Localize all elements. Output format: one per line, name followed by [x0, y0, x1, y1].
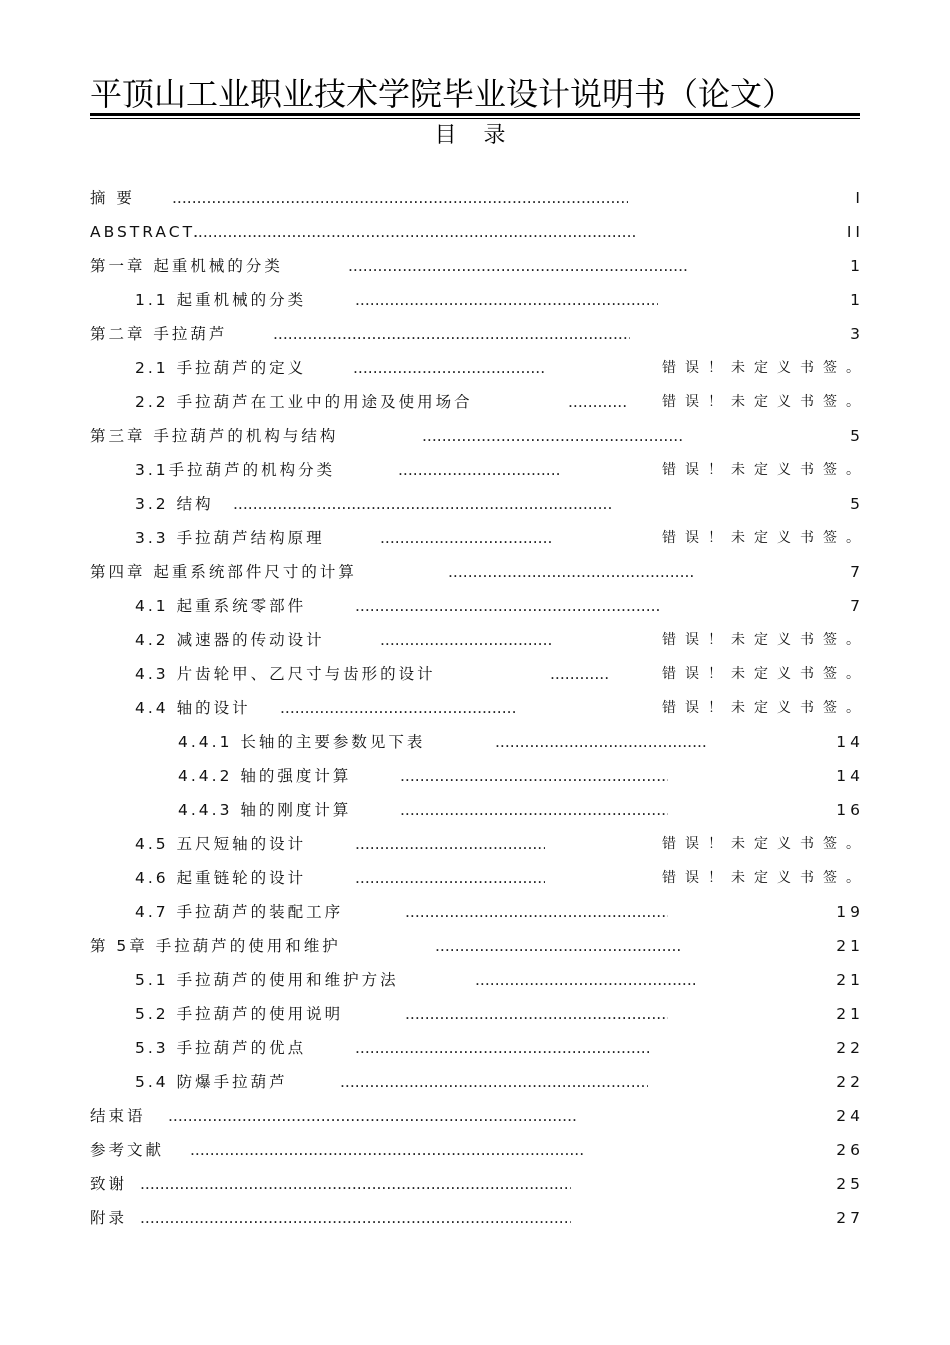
toc-entry[interactable] — [90, 490, 864, 518]
toc-dot-leader — [550, 660, 608, 688]
toc-entry-page: 错误！未定义书签。 — [662, 632, 869, 648]
toc-entry-label: 4.6 起重链轮的设计 — [135, 869, 307, 887]
toc-entry[interactable] — [90, 252, 864, 280]
toc-entry-label: 3.1手拉葫芦的机构分类 — [135, 461, 336, 479]
toc-entry[interactable] — [90, 1034, 864, 1062]
toc-dot-leader — [422, 422, 684, 450]
toc-dot-leader — [405, 1000, 668, 1028]
toc-entry-label: 5.4 防爆手拉葫芦 — [135, 1073, 288, 1091]
toc-dot-leader — [398, 456, 560, 484]
toc-entry-page: 26 — [836, 1141, 864, 1159]
toc-entry[interactable] — [90, 898, 864, 926]
toc-entry[interactable] — [90, 456, 869, 484]
toc-entry[interactable] — [90, 320, 864, 348]
toc-entry-label: 4.4.1 长轴的主要参数见下表 — [178, 733, 426, 751]
toc-entry[interactable] — [90, 796, 864, 824]
toc-dot-leader — [140, 1204, 571, 1232]
toc-dot-leader — [233, 490, 613, 518]
toc-entry-page: 14 — [836, 767, 864, 785]
toc-dot-leader — [355, 864, 545, 892]
toc-entry-page: 19 — [836, 903, 864, 921]
toc-entry[interactable] — [90, 558, 864, 586]
toc-entry-page: 1 — [850, 257, 864, 275]
toc-entry-page: 21 — [836, 1005, 864, 1023]
toc-entry-page: 16 — [836, 801, 864, 819]
toc-entry-label: 2.2 手拉葫芦在工业中的用途及使用场合 — [135, 393, 473, 411]
toc-entry[interactable] — [90, 1136, 864, 1164]
toc-entry[interactable] — [90, 1000, 864, 1028]
toc-entry-label: 4.1 起重系统零部件 — [135, 597, 307, 615]
toc-entry-label: 2.1 手拉葫芦的定义 — [135, 359, 307, 377]
toc-entry-label: 第一章 起重机械的分类 — [90, 257, 283, 275]
toc-entry-page: 21 — [836, 971, 864, 989]
toc-entry[interactable] — [90, 626, 869, 654]
toc-entry[interactable] — [90, 592, 864, 620]
toc-entry[interactable] — [90, 932, 864, 960]
toc-entry-page: 错误！未定义书签。 — [662, 700, 869, 716]
toc-entry[interactable] — [90, 864, 869, 892]
toc-dot-leader — [340, 1068, 648, 1096]
toc-entry-page: 5 — [850, 427, 864, 445]
document-header-title: 平顶山工业职业技术学院毕业设计说明书（论文） — [90, 75, 795, 113]
toc-dot-leader — [193, 218, 635, 246]
toc-entry-page: 错误！未定义书签。 — [662, 394, 869, 410]
toc-entry-label: 1.1 起重机械的分类 — [135, 291, 307, 309]
toc-entry-label: 4.4.2 轴的强度计算 — [178, 767, 352, 785]
toc-entry-label: 4.4.3 轴的刚度计算 — [178, 801, 352, 819]
toc-entry-label: 第四章 起重系统部件尺寸的计算 — [90, 563, 357, 581]
toc-entry-label: 摘 要 — [90, 189, 135, 207]
toc-dot-leader — [355, 286, 658, 314]
toc-dot-leader — [353, 354, 545, 382]
toc-dot-leader — [400, 762, 668, 790]
toc-dot-leader — [355, 830, 545, 858]
toc-dot-leader — [172, 184, 628, 212]
header-rule-thick — [90, 113, 860, 116]
toc-dot-leader — [475, 966, 698, 994]
toc-entry-label: 3.3 手拉葫芦结构原理 — [135, 529, 325, 547]
toc-dot-leader — [495, 728, 708, 756]
toc-entry[interactable] — [90, 694, 869, 722]
toc-heading: 目 录 — [434, 123, 516, 148]
toc-entry[interactable] — [90, 388, 869, 416]
toc-entry-page: 14 — [836, 733, 864, 751]
toc-entry-page: 21 — [836, 937, 864, 955]
toc-dot-leader — [273, 320, 630, 348]
toc-entry-label: 4.3 片齿轮甲、乙尺寸与齿形的设计 — [135, 665, 436, 683]
toc-entry-page: 25 — [836, 1175, 864, 1193]
toc-entry-label: 第二章 手拉葫芦 — [90, 325, 228, 343]
toc-entry[interactable] — [90, 218, 864, 246]
toc-entry-page: 1 — [850, 291, 864, 309]
toc-entry-label: 第三章 手拉葫芦的机构与结构 — [90, 427, 339, 445]
toc-entry-page: 5 — [850, 495, 864, 513]
toc-entry-page: II — [846, 223, 864, 241]
toc-entry-label: 4.7 手拉葫芦的装配工序 — [135, 903, 344, 921]
toc-entry-page: 24 — [836, 1107, 864, 1125]
toc-entry-page: 7 — [850, 597, 864, 615]
toc-entry[interactable] — [90, 762, 864, 790]
toc-entry-page: 22 — [836, 1073, 864, 1091]
toc-dot-leader — [435, 932, 682, 960]
toc-entry[interactable] — [90, 1102, 864, 1130]
toc-entry-page: 错误！未定义书签。 — [662, 360, 869, 376]
toc-entry[interactable] — [90, 728, 864, 756]
toc-entry[interactable] — [90, 1068, 864, 1096]
toc-entry-page: I — [855, 189, 864, 207]
toc-entry[interactable] — [90, 660, 869, 688]
toc-dot-leader — [400, 796, 668, 824]
toc-entry-page: 27 — [836, 1209, 864, 1227]
toc-dot-leader — [168, 1102, 577, 1130]
toc-entry[interactable] — [90, 422, 864, 450]
toc-entry-label: 3.2 结构 — [135, 495, 214, 513]
toc-entry-label: 4.5 五尺短轴的设计 — [135, 835, 307, 853]
toc-entry-page: 错误！未定义书签。 — [662, 870, 869, 886]
toc-dot-leader — [140, 1170, 571, 1198]
toc-entry[interactable] — [90, 1170, 864, 1198]
header-rule-thin — [90, 118, 860, 119]
toc-entry[interactable] — [90, 966, 864, 994]
toc-dot-leader — [380, 524, 553, 552]
toc-entry[interactable] — [90, 286, 864, 314]
toc-entry-label: 4.2 减速器的传动设计 — [135, 631, 325, 649]
toc-dot-leader — [448, 558, 696, 586]
toc-entry-page: 错误！未定义书签。 — [662, 530, 869, 546]
toc-entry[interactable] — [90, 354, 869, 382]
toc-dot-leader — [190, 1136, 585, 1164]
toc-entry-label: 5.2 手拉葫芦的使用说明 — [135, 1005, 344, 1023]
toc-entry[interactable] — [90, 184, 864, 212]
toc-entry-label: 第 5章 手拉葫芦的使用和维护 — [90, 937, 341, 955]
toc-entry-label: 致谢 — [90, 1175, 128, 1193]
toc-entry-page: 7 — [850, 563, 864, 581]
toc-entry-page: 错误！未定义书签。 — [662, 836, 869, 852]
toc-entry-page: 22 — [836, 1039, 864, 1057]
toc-entry-label: 4.4 轴的设计 — [135, 699, 251, 717]
toc-entry-label: 参考文献 — [90, 1141, 165, 1159]
toc-entry[interactable] — [90, 830, 869, 858]
toc-dot-leader — [405, 898, 668, 926]
toc-dot-leader — [380, 626, 553, 654]
toc-dot-leader — [280, 694, 516, 722]
toc-entry[interactable] — [90, 524, 869, 552]
toc-dot-leader — [568, 388, 628, 416]
toc-entry-page: 错误！未定义书签。 — [662, 666, 869, 682]
toc-dot-leader — [355, 592, 662, 620]
toc-entry-page: 错误！未定义书签。 — [662, 462, 869, 478]
toc-entry-label: 5.1 手拉葫芦的使用和维护方法 — [135, 971, 399, 989]
toc-dot-leader — [355, 1034, 652, 1062]
toc-entry-label: ABSTRACT. — [90, 223, 202, 241]
toc-entry-page: 3 — [850, 325, 864, 343]
toc-dot-leader — [348, 252, 688, 280]
toc-entry[interactable] — [90, 1204, 864, 1232]
toc-entry-label: 结束语 — [90, 1107, 146, 1125]
toc-entry-label: 附录 — [90, 1209, 128, 1227]
toc-entry-label: 5.3 手拉葫芦的优点 — [135, 1039, 307, 1057]
